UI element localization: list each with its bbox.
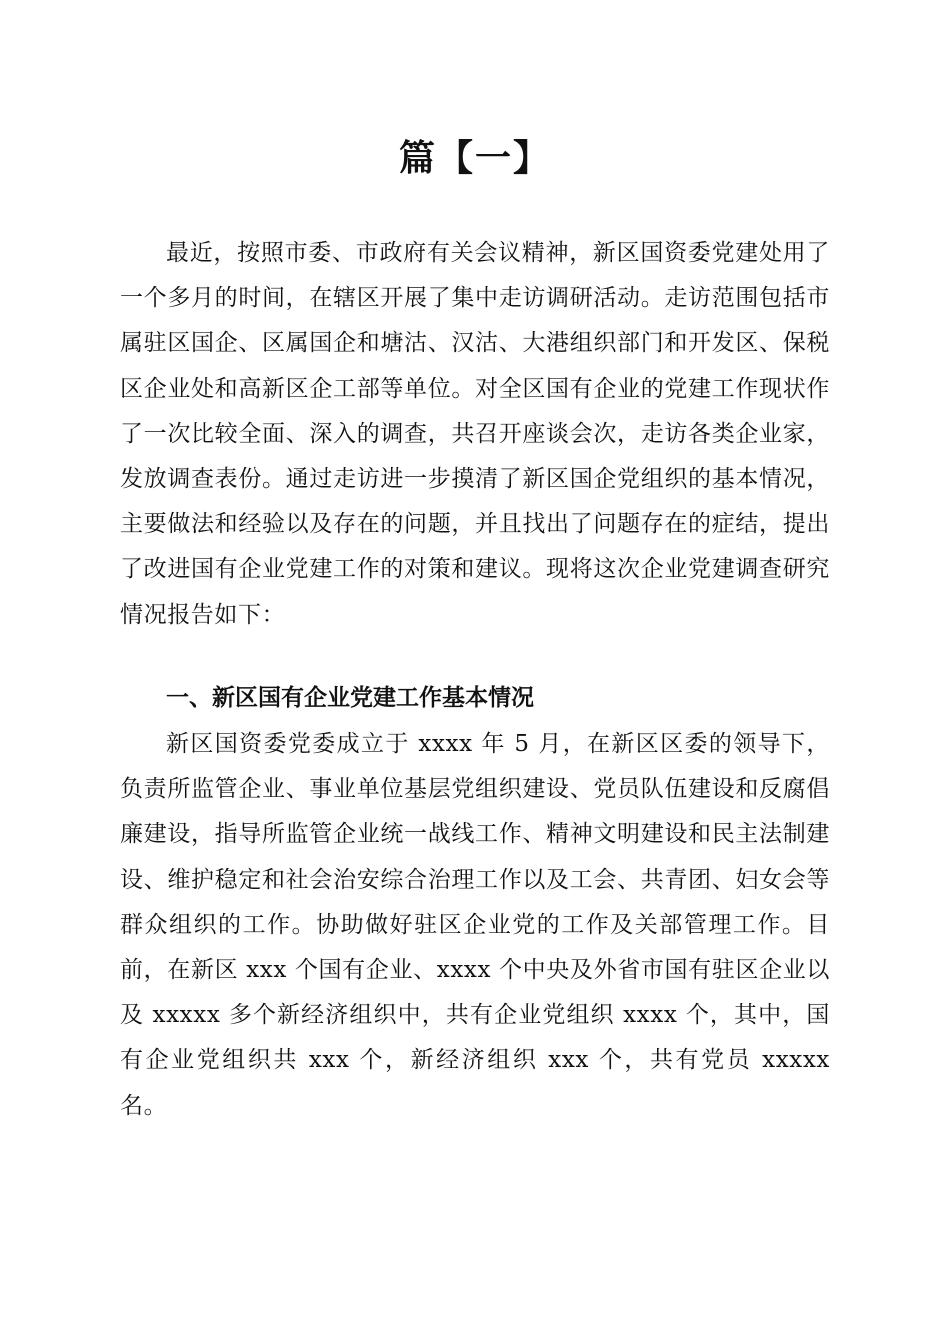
section-heading-1: 一、新区国有企业党建工作基本情况 [166, 685, 534, 711]
intro-paragraph: 最近，按照市委、市政府有关会议精神，新区国资委党建处用了一个多月的时间，在辖区开展了集中走访调研活动。走访范围包括市属驻区国企、区属国企和塘沽、汉沽、大港组织部门和开发区、保税区企业处和高新区企工部等单位。对全区国有企业的党建工作现状作了一次比较全面、深入的调查，共召开座谈会次，走访各类企业家，发放调查表份。通过走访进一步摸清了新区国企党组织的基本情况，主要做法和经验以及存在的问题，并且找出了问题存在的症结，提出了改进国有企业党建工作的对策和建议。现将这次企业党建调查研究情况报告如下： [120, 240, 830, 628]
section-1-paragraph: 新区国资委党委成立于 xxxx 年 5 月，在新区区委的领导下，负责所监管企业、事业单位基层党组织建设、党员队伍建设和反腐倡廉建设，指导所监管企业统一战线工作、精神文明建设和民主法制建设、维护稳定和社会治安综合治理工作以及工会、共青团、妇女会等群众组织的工作。协助做好驻区企业党的工作及关部管理工作。目前，在新区 xxx 个国有企业、xxxx 个中央及外省市国有驻区企业以及 xxxxx 多个新经济组织中，共有企业党组织 xxxx 个，其中，国有企业党组织共 xxx 个，新经济组织 xxx 个，共有党员 xxxxx 名。 [120, 731, 830, 1119]
document-title: 篇【一】 [398, 138, 551, 179]
